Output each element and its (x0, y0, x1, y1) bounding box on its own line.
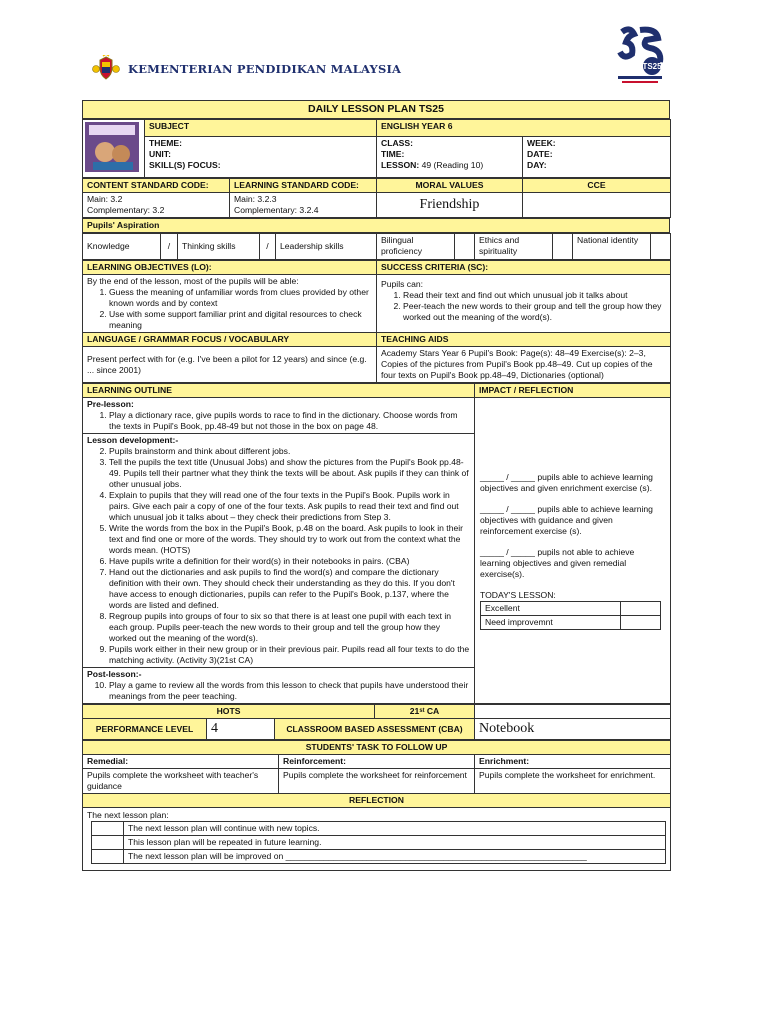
pre-lesson-section (83, 398, 474, 434)
aspiration-thinking-mark: / (260, 234, 276, 260)
post-lesson-label: Post-lesson:- (87, 669, 142, 680)
21st-ca-label: 21ˢᵗ CA (375, 705, 475, 719)
cba-label: CLASSROOM BASED ASSESSMENT (CBA) (275, 719, 475, 740)
task-label: STUDENTS' TASK TO FOLLOW UP (83, 741, 671, 755)
impact-enrichment: _____ / _____ pupils able to achieve learning objectives and given enrichment exercise (s). (480, 471, 653, 493)
pre-lesson-label: Pre-lesson: (87, 399, 134, 410)
aspiration-bilingual-mark (455, 234, 475, 260)
aspiration-leadership: Leadership skills (276, 234, 377, 260)
development-item: 4. Explain to pupils that they will read one of the four texts in the Pupil's Book. Pupils work in pairs. Give each pair a copy of one of the four texts. Ask pupils to read their text and find out which unusual job it talks about – they check their predictions from Step 3. (109, 490, 470, 523)
need-improvement-label: Need improvemnt (481, 615, 621, 629)
next-lesson-label: The next lesson plan: (87, 810, 169, 821)
need-improvement-checkbox[interactable] (621, 615, 661, 629)
hots-empty (475, 705, 671, 719)
assessment-table (82, 704, 671, 740)
lo-intro: By the end of the lesson, most of the pupils will be able: (87, 276, 299, 287)
theme-unit-skills (145, 136, 377, 178)
sc-label: SUCCESS CRITERIA (SC): (377, 261, 671, 275)
teaching-aids-value: Academy Stars Year 6 Pupil's Book: Page(s): 48–49 Exercise(s): 2–3, Copies of the pictures from Pupil's Book pp.48–49. Cut up copies of the four texts on Pupil's Book pp.48–49, Dictionaries (optional) (377, 347, 671, 383)
outline-label: LEARNING OUTLINE (83, 384, 475, 398)
csc-comp: Complementary: 3.2 (87, 205, 165, 216)
aspiration-thinking: Thinking skills (178, 234, 260, 260)
lo-item: 2. Use with some support familiar print and digital resources to check meaning (109, 309, 372, 331)
lo-content (83, 275, 377, 333)
language-focus-label: LANGUAGE / GRAMMAR FOCUS / VOCABULARY (83, 333, 377, 347)
cce-value (523, 193, 671, 218)
cba-value: Notebook (475, 719, 671, 740)
lesson-value: 49 (Reading 10) (421, 159, 484, 170)
impact-remedial: _____ / _____ pupils not able to achieve learning objectives and given remedial exercise(s). (480, 546, 635, 579)
title-table (82, 100, 670, 119)
lo-item: 1. Guess the meaning of unfamiliar words from clues provided by other known words and by context (109, 287, 372, 309)
enrichment-label: Enrichment: (475, 755, 671, 769)
week-date-day (523, 136, 671, 178)
sc-item: 1. Read their text and find out which unusual job it talks about (403, 290, 666, 301)
moral-values-label: MORAL VALUES (377, 179, 523, 193)
todays-lesson-table (480, 601, 661, 630)
reflection-content (83, 808, 671, 871)
learning-standard-value (230, 193, 377, 218)
post-lesson-section (83, 668, 474, 703)
week-label: WEEK: (527, 137, 556, 148)
development-item: 7. Hand out the dictionaries and ask pupils to find the word(s) and compare the dictionary definition with their own. They should check their understanding as they do this. If you don't have access to enough dictionaries, pupils can refer to the Pupil's Book, p.137, where the words are listed and defined. (109, 567, 470, 611)
ts25-logo-text: TS25 (642, 62, 662, 71)
development-section (83, 434, 474, 668)
aspiration-label: Pupils' Aspiration (83, 219, 670, 233)
remedial-label: Remedial: (83, 755, 279, 769)
aspiration-knowledge-mark: / (161, 234, 178, 260)
next-lesson-option: The next lesson plan will continue with new topics. (124, 822, 666, 836)
development-item: 8. Regroup pupils into groups of four to six so that there is at least one pupil with each text in each group. Pupils peer-teach the new words to their group and tell the group how they worked out the meaning of the word(s). (109, 611, 470, 644)
moral-value: Friendship (377, 193, 523, 218)
aspiration-knowledge: Knowledge (83, 234, 161, 260)
performance-level-label: PERFORMANCE LEVEL (83, 719, 207, 740)
reinforcement-label: Reinforcement: (279, 755, 475, 769)
language-focus-value: Present perfect with for (e.g. I've been a pilot for 12 years) and since (e.g. ... since 2001) (83, 347, 377, 383)
subject-table (82, 119, 671, 178)
aspiration-ethics: Ethics and spirituality (475, 234, 553, 260)
impact-reinforcement: _____ / _____ pupils able to achieve learning objectives with guidance and given reinforcement exercise (s). (480, 503, 653, 536)
pre-lesson-item: 1. Play a dictionary race, give pupils words to race to find in the dictionary. Choose words from the texts in Pupil's Book, pp.48-49 but not those in the box on page 48. (109, 410, 470, 432)
date-label: DATE: (527, 148, 553, 159)
ministry-name: KEMENTERIAN PENDIDIKAN MALAYSIA (128, 62, 402, 76)
page-header (0, 0, 768, 96)
post-lesson-item: 10. Play a game to review all the words from this lesson to check that pupils have understood their meanings from the peer teaching. (109, 680, 470, 702)
day-label: DAY: (527, 159, 547, 170)
subject-label: SUBJECT (145, 120, 377, 136)
time-label: TIME: (381, 148, 405, 159)
theme-label: THEME: (149, 137, 182, 148)
development-item: 6. Have pupils write a definition for their word(s) in their notebooks in pairs. (CBA) (109, 556, 470, 567)
next-lesson-checkbox[interactable] (92, 822, 124, 836)
development-label: Lesson development:- (87, 435, 179, 446)
impact-content (475, 398, 671, 704)
aspiration-ethics-mark (553, 234, 573, 260)
next-lesson-checkbox[interactable] (92, 850, 124, 864)
content-standard-value (83, 193, 230, 218)
reflection-label: REFLECTION (83, 794, 671, 808)
learning-standard-label: LEARNING STANDARD CODE: (230, 179, 377, 193)
aspiration-national-mark (651, 234, 671, 260)
cce-label: CCE (523, 179, 671, 193)
performance-level-value: 4 (207, 719, 275, 740)
book-cover-image (83, 120, 145, 178)
sc-intro: Pupils can: (381, 279, 424, 290)
next-lesson-checkbox[interactable] (92, 836, 124, 850)
lsc-comp: Complementary: 3.2.4 (234, 205, 319, 216)
development-item: 5. Write the words from the box in the Pupil's Book, p.48 on the board. Ask pupils to look in their text and find one or more of the words. They should try to work out from the context what the words mean. (HOTS) (109, 523, 470, 556)
plan-title: DAILY LESSON PLAN TS25 (83, 101, 670, 119)
class-time-lesson (377, 136, 523, 178)
skills-label: SKILL(S) FOCUS: (149, 159, 221, 170)
coat-of-arms-icon (92, 55, 120, 81)
lesson-plan (82, 100, 670, 871)
task-table (82, 740, 671, 871)
academy-stars-cover-icon (85, 122, 139, 172)
excellent-label: Excellent (481, 601, 621, 615)
remedial-value: Pupils complete the worksheet with teacher's guidance (83, 769, 279, 794)
hots-label: HOTS (83, 705, 375, 719)
reinforcement-value: Pupils complete the worksheet for reinforcement (279, 769, 475, 794)
next-lesson-option: This lesson plan will be repeated in future learning. (124, 836, 666, 850)
objectives-table (82, 260, 671, 383)
next-lesson-table (91, 821, 666, 864)
lsc-main: Main: 3.2.3 (234, 194, 277, 205)
standards-table (82, 178, 671, 218)
subject-value: ENGLISH YEAR 6 (377, 120, 671, 136)
excellent-checkbox[interactable] (621, 601, 661, 615)
impact-label: IMPACT / REFLECTION (475, 384, 671, 398)
development-item: 9. Pupils work either in their new group or in their previous pair. Pupils read all four texts to do the matching activity. (Activity 3)(21st CA) (109, 644, 470, 666)
lo-label: LEARNING OBJECTIVES (LO): (83, 261, 377, 275)
outline-table (82, 383, 671, 704)
csc-main: Main: 3.2 (87, 194, 123, 205)
sc-item: 2. Peer-teach the new words to their group and tell the group how they worked out the meaning of the word(s). (403, 301, 666, 323)
next-lesson-option: The next lesson plan will be improved on _______________________________________________________________ (124, 850, 666, 864)
todays-lesson-label: TODAY'S LESSON: (480, 589, 556, 600)
ts25-logo-icon (612, 24, 668, 86)
sc-content (377, 275, 671, 333)
aspiration-national: National identity (573, 234, 651, 260)
development-item: 3. Tell the pupils the text title (Unusual Jobs) and show the pictures from the Pupil's Book pp.48-49. Pupils tell their partner what they think the texts will be about. Ask pupils if they can think of other unusual jobs. (109, 457, 470, 490)
unit-label: UNIT: (149, 148, 171, 159)
aspiration-options (82, 233, 671, 260)
outline-content (83, 398, 475, 704)
aspiration-bilingual: Bilingual proficiency (377, 234, 455, 260)
lesson-label: LESSON: (381, 159, 420, 170)
teaching-aids-label: TEACHING AIDS (377, 333, 671, 347)
class-label: CLASS: (381, 137, 413, 148)
enrichment-value: Pupils complete the worksheet for enrichment. (475, 769, 671, 794)
aspiration-table (82, 218, 670, 233)
development-item: 2. Pupils brainstorm and think about different jobs. (109, 446, 470, 457)
content-standard-label: CONTENT STANDARD CODE: (83, 179, 230, 193)
